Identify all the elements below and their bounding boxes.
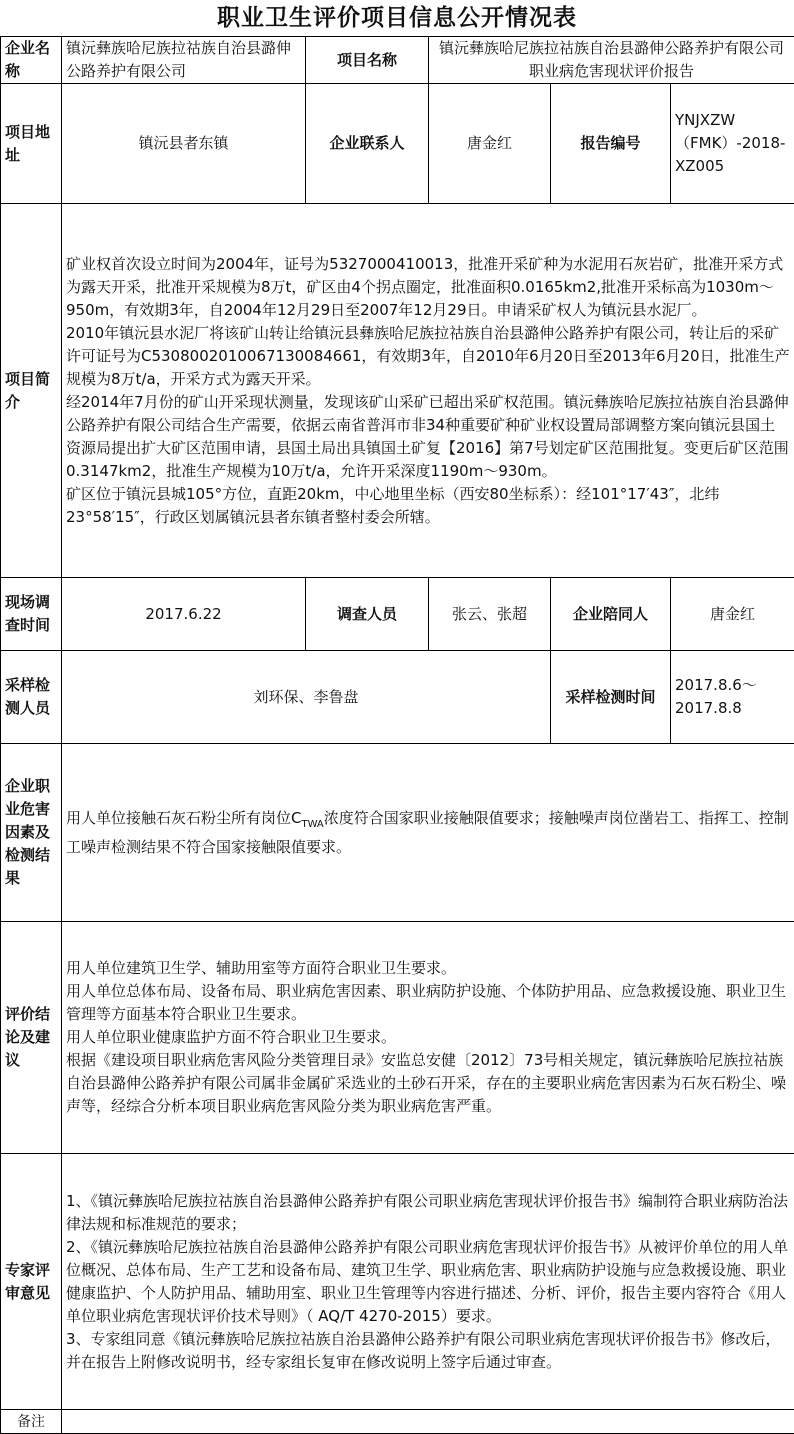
sampling-time-label: 采样检测时间 — [551, 651, 671, 744]
sampling-staff-label: 采样检测人员 — [1, 651, 62, 744]
row-intro — [1, 204, 794, 578]
hazard-subscript: TWA — [301, 818, 324, 830]
expert-paragraph: 1、《镇沅彝族哈尼族拉祜族自治县潞伸公路养护有限公司职业病危害现状评价报告书》编制符合职业病防治法律法规和标准规范的要求； — [66, 1191, 789, 1233]
survey-staff-label: 调查人员 — [306, 578, 429, 651]
address-value: 镇沅县者东镇 — [62, 84, 306, 204]
page-title: 职业卫生评价项目信息公开情况表 — [217, 5, 577, 31]
escort-value: 唐金红 — [671, 578, 794, 651]
contact-label: 企业联系人 — [306, 84, 429, 204]
row-conclusion — [1, 922, 794, 1154]
remarks-value — [62, 1410, 794, 1434]
row-remarks — [1, 1410, 794, 1434]
survey-time-label: 现场调查时间 — [1, 578, 62, 651]
sampling-time-value: 2017.8.6～2017.8.8 — [671, 651, 794, 744]
report-no-value: YNJXZW（FMK）-2018-XZ005 — [671, 84, 794, 204]
intro-paragraph: 矿业权首次设立时间为2004年，证号为5327000410013，批准开采矿种为水泥用石灰岩矿，批准开采方式为露天开采，批准开采规模为8万t，矿区由4个拐点圈定，批准面积0.0165km2,批准开采标高为1030m～950m，有效期3年，自2004年12月29日至2007年12月29日。申请采矿权人为镇沅县水泥厂。 — [66, 254, 784, 319]
hazard-text-before: 用人单位接触石灰石粉尘所有岗位C — [66, 808, 302, 827]
hazard-text-after: 浓度符合国家职业接触限值要求；接触噪声岗位凿岩工、指挥工、控制工噪声检测结果不符合国家接触限值要求。 — [66, 808, 789, 856]
survey-staff-value: 张云、张超 — [429, 578, 551, 651]
row-sampling — [1, 651, 794, 744]
conclusion-paragraph: 用人单位建筑卫生学、辅助用室等方面符合职业卫生要求。 — [66, 959, 457, 977]
conclusion-paragraph: 用人单位职业健康监护方面不符合职业卫生要求。 — [66, 1028, 397, 1046]
hazard-label: 企业职业危害因素及检测结果 — [1, 744, 62, 922]
company-label: 企业名称 — [1, 37, 62, 84]
intro-content — [62, 204, 794, 578]
expert-paragraph: 3、专家组同意《镇沅彝族哈尼族拉祜族自治县潞伸公路养护有限公司职业病危害现状评价报告书》修改后，并在报告上附修改说明书，经专家组长复审在修改说明上签字后通过审查。 — [66, 1329, 781, 1371]
intro-paragraph: 矿区位于镇沅县城105°方位，直距20km，中心地里坐标（西安80坐标系）：经101°17′43″，北纬23°58′15″，行政区划属镇沅县者东镇者整村委会所辖。 — [66, 484, 720, 526]
remarks-label: 备注 — [1, 1410, 62, 1434]
conclusion-paragraph: 根据《建设项目职业病危害风险分类管理目录》安监总安健〔2012〕73号相关规定，镇沅彝族哈尼族拉祜族自治县潞伸公路养护有限公司属非金属矿采选业的土砂石开采，存在的主要职业病危害因素为石灰石粉尘、噪声等，经综合分析本项目职业病危害风险分类为职业病危害严重。 — [66, 1051, 787, 1115]
expert-label: 专家评审意见 — [1, 1154, 62, 1410]
row-survey — [1, 578, 794, 651]
expert-content — [62, 1154, 794, 1410]
row-hazard — [1, 744, 794, 922]
sampling-staff-value: 刘环保、李鲁盘 — [62, 651, 551, 744]
conclusion-content — [62, 922, 794, 1154]
row-company — [1, 37, 794, 84]
row-address — [1, 84, 794, 204]
intro-paragraph: 经2014年7月份的矿山开采现状测量，发现该矿山采矿已超出采矿权范围。镇沅彝族哈尼族拉祜族自治县潞伸公路养护有限公司结合生产需要，依据云南省普洱市非34种重要矿种矿业权设置局部调整方案向镇沅县国土资源局提出扩大矿区范围申请，县国土局出具镇国土矿复【2016】第7号划定矿区范围批复。变更后矿区范围0.3147km2，批准生产规模为10万t/a，允许开采深度1190m～930m。 — [66, 392, 789, 480]
address-label: 项目地址 — [1, 84, 62, 204]
company-value: 镇沅彝族哈尼族拉祜族自治县潞伸公路养护有限公司 — [62, 37, 306, 84]
conclusion-label: 评价结论及建议 — [1, 922, 62, 1154]
row-expert — [1, 1154, 794, 1410]
intro-paragraph: 2010年镇沅县水泥厂将该矿山转让给镇沅县彝族哈尼族拉祜族自治县潞伸公路养护有限公司，转让后的采矿许可证号为C5308002010067130084661，有效期3年，自2010年6月20日至2013年6月20日，批准生产规模为8万t/a，开采方式为露天开采。 — [66, 323, 790, 388]
contact-value: 唐金红 — [429, 84, 551, 204]
project-name-value: 镇沅彝族哈尼族拉祜族自治县潞伸公路养护有限公司职业病危害现状评价报告 — [429, 37, 794, 84]
expert-paragraph: 2、《镇沅彝族哈尼族拉祜族自治县潞伸公路养护有限公司职业病危害现状评价报告书》从被评价单位的用人单位概况、总体布局、生产工艺和设备布局、建筑卫生学、职业病危害、职业病防护设施与应急救援设施、职业健康监护、个人防护用品、辅助用室、职业卫生管理等内容进行描述、分析、评价，报告主要内容符合《用人单位职业病危害现状评价技术导则》（ AQ/T 4270-2015）要求。 — [66, 1237, 789, 1325]
conclusion-paragraph: 用人单位总体布局、设备布局、职业病危害因素、职业病防护设施、个体防护用品、应急救援设施、职业卫生管理等方面基本符合职业卫生要求。 — [66, 982, 787, 1023]
info-table — [0, 36, 794, 1434]
report-no-label: 报告编号 — [551, 84, 671, 204]
hazard-content — [62, 744, 794, 922]
project-name-label: 项目名称 — [306, 37, 429, 84]
intro-label: 项目简介 — [1, 204, 62, 578]
escort-label: 企业陪同人 — [551, 578, 671, 651]
survey-time-value: 2017.6.22 — [62, 578, 306, 651]
